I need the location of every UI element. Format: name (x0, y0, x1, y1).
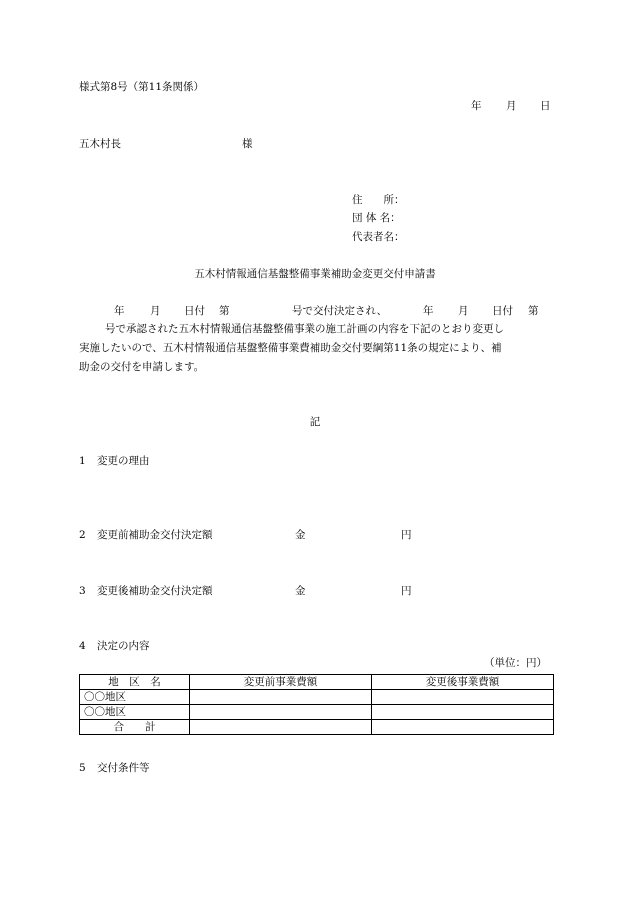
date-year: 年 (471, 100, 482, 112)
item-3-kin: 金 (295, 585, 306, 597)
table-cell-after (372, 705, 554, 720)
table-cell-before (190, 705, 372, 720)
item-5-label: 交付条件等 (97, 762, 150, 774)
item-2-label: 変更前補助金交付決定額 (97, 529, 213, 541)
item-1-label: 変更の理由 (97, 455, 150, 467)
table-total-label: 合 計 (80, 720, 190, 735)
table-header-after: 変更後事業費額 (372, 675, 554, 690)
body-l1-no2: 第 (528, 305, 539, 317)
item-3-num: 3 (79, 585, 86, 597)
item-2-kin: 金 (295, 529, 306, 541)
body-l1-no: 第 (219, 305, 230, 317)
table-row (80, 705, 554, 720)
item-2-num: 2 (79, 529, 86, 541)
table-total-after (372, 720, 554, 735)
date-line (0, 100, 630, 114)
table-total-before (190, 720, 372, 735)
body-l1-day2: 日付 (492, 305, 513, 317)
document-title: 五木村情報通信基盤整備事業補助金変更交付申請書 (194, 268, 436, 280)
date-day: 日 (540, 100, 551, 112)
item-4-label: 決定の内容 (97, 640, 150, 652)
table-cell-district: 〇〇地区 (80, 705, 190, 720)
body-l1-decided: 号で交付決定され、 (292, 305, 388, 317)
table-header-before: 変更前事業費額 (190, 675, 372, 690)
addressee-honorific: 様 (242, 138, 253, 150)
decision-table (79, 674, 554, 735)
table-header-district: 地 区 名 (80, 675, 190, 690)
form-id: 様式第8号（第11条関係） (79, 81, 205, 93)
addressee-name: 五木村長 (79, 138, 121, 150)
ki-heading: 記 (309, 416, 321, 428)
body-l1-year2: 年 (423, 305, 434, 317)
table-cell-before (190, 690, 372, 705)
body-l1-month2: 月 (458, 305, 469, 317)
body-line-1 (0, 305, 630, 319)
table-total-row (80, 720, 554, 735)
item-2-yen: 円 (401, 529, 412, 541)
unit-label: （単位：円） (484, 657, 547, 669)
item-3-yen: 円 (401, 585, 412, 597)
item-1-num: 1 (79, 455, 86, 467)
body-l1-day: 日付 (184, 305, 205, 317)
date-month: 月 (506, 100, 517, 112)
body-line-3: 実施したいので、五木村情報通信基盤整備事業費補助金交付要綱第11条の規定により、補 (79, 342, 502, 354)
item-3-label: 変更後補助金交付決定額 (97, 585, 213, 597)
item-4-num: 4 (79, 640, 86, 652)
body-l1-month: 月 (150, 305, 161, 317)
applicant-org-label: 団 体 名： (352, 212, 401, 224)
body-line-4: 助金の交付を申請します。 (79, 361, 205, 373)
table-cell-district: 〇〇地区 (80, 690, 190, 705)
body-l1-year: 年 (114, 305, 125, 317)
body-line-2: 号で承認された五木村情報通信基盤整備事業の施工計画の内容を下記のとおり変更し (105, 323, 504, 335)
item-5-num: 5 (79, 762, 86, 774)
applicant-rep-label: 代表者名： (352, 231, 405, 243)
table-header-row (80, 675, 554, 690)
applicant-address-label: 住 所： (352, 194, 405, 206)
table-cell-after (372, 690, 554, 705)
table-row (80, 690, 554, 705)
